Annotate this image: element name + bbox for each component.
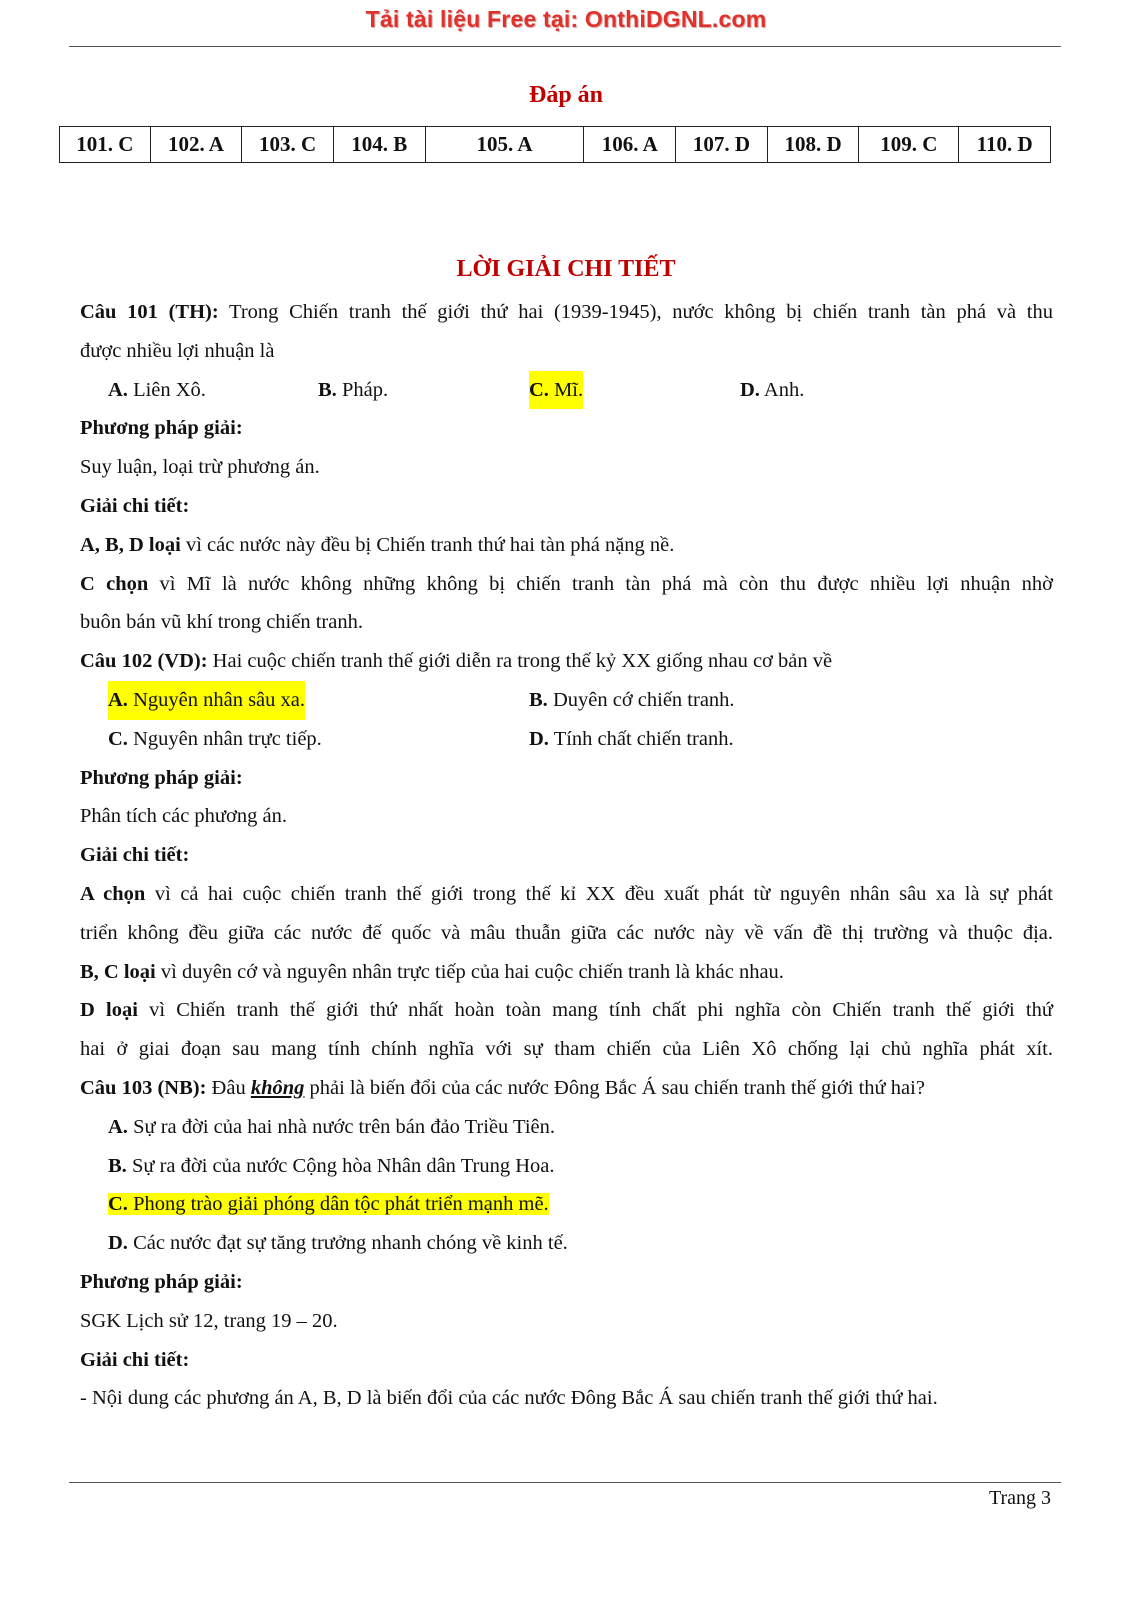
answers-title: Đáp án: [528, 82, 604, 108]
option-a: A. Sự ra đời của hai nhà nước trên bán đảo Triều Tiên.: [108, 1115, 556, 1138]
option-a: A. Liên Xô.: [108, 378, 206, 401]
option-d: D. Tính chất chiến tranh.: [529, 727, 734, 750]
answer-cell: 109. C: [859, 127, 959, 163]
answer-table: [59, 126, 1051, 163]
answer-row: [60, 127, 1051, 163]
answer-cell: 101. C: [60, 127, 151, 163]
detail-line: A chọn vì cả hai cuộc chiến tranh thế giới trong thế kỉ XX đều xuất phát từ nguyên nhân sâu xa là sự phát: [80, 882, 1054, 905]
question-label: Câu 101 (TH):: [80, 301, 219, 323]
detail-line-cont: triển không đều giữa các nước đế quốc và mâu thuẫn giữa các nước này về vấn đề thị trường và thuộc địa.: [80, 921, 1053, 944]
detail-heading: Giải chi tiết:: [80, 494, 190, 517]
question-101: [80, 293, 1053, 332]
option-c-correct: C. Mĩ.: [529, 371, 583, 410]
answer-cell: 105. A: [425, 127, 584, 163]
method-heading: Phương pháp giải:: [80, 417, 243, 440]
question-103: Câu 103 (NB): Đâu không phải là biến đổi của các nước Đông Bắc Á sau chiến tranh thế giới thứ hai?: [80, 1076, 925, 1099]
detail-heading: Giải chi tiết:: [80, 844, 190, 867]
options-102-row2: [80, 720, 1053, 759]
option-d: D. Anh.: [740, 378, 805, 401]
emphasis-word: không: [250, 1076, 305, 1099]
question-text-cont: được nhiều lợi nhuận là: [80, 339, 275, 362]
answer-cell: 102. A: [150, 127, 242, 163]
detail-heading: Giải chi tiết:: [80, 1348, 190, 1371]
question-text: Trong Chiến tranh thế giới thứ hai (1939-1945), nước không bị chiến tranh tàn phá và thu: [218, 301, 1054, 323]
question-text: Hai cuộc chiến tranh thế giới diễn ra trong thế kỷ XX giống nhau cơ bản về: [207, 650, 833, 673]
answer-cell: 103. C: [242, 127, 334, 163]
answer-cell: 108. D: [767, 127, 859, 163]
header-divider: [69, 46, 1061, 47]
option-b: B. Pháp.: [318, 378, 389, 401]
detail-line: B, C loại vì duyên cớ và nguyên nhân trực tiếp của hai cuộc chiến tranh là khác nhau.: [80, 960, 784, 983]
detail-line-cont: buôn bán vũ khí trong chiến tranh.: [80, 611, 363, 634]
footer-divider: [69, 1482, 1061, 1483]
answer-cell: 110. D: [959, 127, 1051, 163]
detail-line: C chọn vì Mĩ là nước không những không bị chiến tranh tàn phá mà còn thu được nhiều lợi nhuận nhờ: [80, 572, 1053, 595]
detail-line: A, B, D loại vì các nước này đều bị Chiến tranh thứ hai tàn phá nặng nề.: [80, 533, 675, 556]
question-label: Câu 102 (VD):: [80, 650, 208, 673]
method-text: Phân tích các phương án.: [80, 805, 287, 828]
solution-title: LỜI GIẢI CHI TIẾT: [456, 256, 676, 282]
solution-content: [80, 293, 1053, 1418]
options-102-row1: [80, 681, 1053, 720]
answer-cell: 104. B: [333, 127, 425, 163]
options-101: [80, 371, 1053, 410]
method-heading: Phương pháp giải:: [80, 1270, 243, 1293]
question-label: Câu 103 (NB):: [80, 1076, 207, 1099]
option-b: B. Sự ra đời của nước Cộng hòa Nhân dân Trung Hoa.: [108, 1154, 555, 1177]
detail-line-cont: hai ở giai đoạn sau mang tính chính nghĩa với sự tham chiến của Liên Xô chống lại chủ nghĩa phát xít.: [80, 1038, 1053, 1061]
detail-line: D loại vì Chiến tranh thế giới thứ nhất hoàn toàn mang tính chất phi nghĩa còn Chiến tranh thế giới thứ: [80, 999, 1053, 1022]
option-a-correct: A. Nguyên nhân sâu xa.: [108, 681, 305, 720]
answer-cell: 107. D: [676, 127, 768, 163]
method-text: Suy luận, loại trừ phương án.: [80, 456, 320, 479]
option-d: D. Các nước đạt sự tăng trưởng nhanh chóng về kinh tế.: [108, 1232, 568, 1255]
download-banner[interactable]: Tải tài liệu Free tại: OnthiDGNL.com: [365, 6, 767, 32]
method-text: SGK Lịch sử 12, trang 19 – 20.: [80, 1309, 338, 1332]
option-c: C. Nguyên nhân trực tiếp.: [108, 727, 322, 750]
page-number: Trang 3: [988, 1487, 1051, 1509]
option-b: B. Duyên cớ chiến tranh.: [529, 688, 735, 711]
answer-cell: 106. A: [584, 127, 676, 163]
question-102: [80, 642, 1053, 681]
option-c-correct: C. Phong trào giải phóng dân tộc phát triển mạnh mẽ.: [108, 1193, 549, 1216]
detail-line: - Nội dung các phương án A, B, D là biến đổi của các nước Đông Bắc Á sau chiến tranh thế giới thứ hai.: [80, 1387, 938, 1410]
method-heading: Phương pháp giải:: [80, 766, 243, 789]
